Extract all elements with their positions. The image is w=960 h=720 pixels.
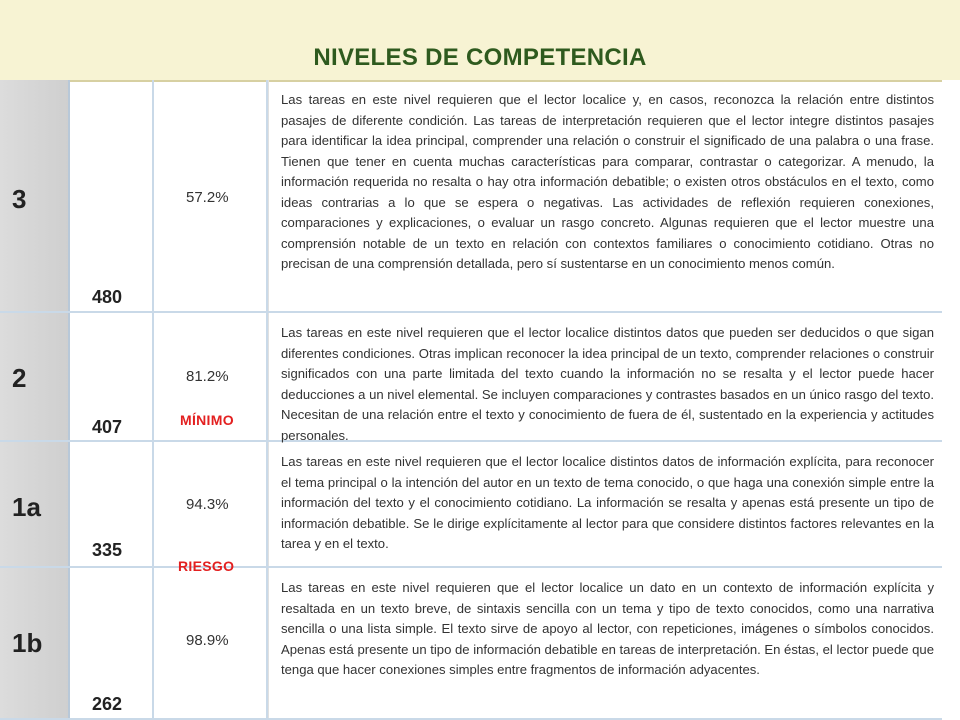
description-cell xyxy=(268,80,942,311)
level-description: Las tareas en este nivel requieren que el lector localice distintos datos de información explícita, para reconocer el tema principal o la intención del autor en un texto de tema conocido, o que haga una conexión simple entre la información del texto y el conocimiento cotidiano. La información se resalta y apenas está presente un tipo de información debatible. Se le dirige explícitamente al lector para que considere distintos factores relevantes en la tarea y en el texto. xyxy=(281,454,934,551)
percent-cell xyxy=(154,442,268,574)
description-cell xyxy=(268,442,942,566)
level-label: 1a xyxy=(12,492,41,522)
page-title: NIVELES DE COMPETENCIA xyxy=(313,44,647,71)
score-cell xyxy=(70,80,154,311)
score-cell xyxy=(70,442,154,566)
score-value: 480 xyxy=(92,287,123,307)
level-row-1b xyxy=(0,568,960,720)
level-label: 2 xyxy=(12,363,27,393)
score-value: 335 xyxy=(92,540,123,560)
percent-cell xyxy=(154,80,268,311)
level-cell xyxy=(0,80,70,311)
level-description: Las tareas en este nivel requieren que el lector localice distintos datos que pueden ser deducidos o que sigan diferentes condiciones. Otras implican reconocer la idea principal de un texto, comprender relaciones o construir significados con una parte limitada del texto cuando la información no se resalta y el lector puede hacer deducciones a un nivel elemental. Se incluyen comparaciones y contrastes basados en un único rasgo del texto. Necesitan de una relación entre el texto y conocimiento de fuera de él, sustentado en la experiencia y actitudes personales. xyxy=(281,325,934,443)
level-row-1a xyxy=(0,442,960,574)
percent-value: 98.9% xyxy=(186,632,229,649)
level-label: 3 xyxy=(12,184,27,214)
percent-cell xyxy=(154,313,268,440)
percent-cell xyxy=(154,568,268,718)
percent-value: 57.2% xyxy=(186,189,229,206)
header-band xyxy=(0,0,960,82)
level-label: 1b xyxy=(12,628,43,658)
right-margin xyxy=(942,80,960,720)
level-row-2 xyxy=(0,313,960,442)
score-cell xyxy=(70,568,154,718)
description-cell xyxy=(268,568,942,718)
level-cell xyxy=(0,313,70,440)
level-description: Las tareas en este nivel requieren que el lector localice y, en casos, reconozca la relación entre distintos pasajes de diferente condición. Las tareas de interpretación requieren que el lector integre distintos pasajes para identificar la idea principal, comprender una relación o construir el significado de una palabra o una frase. Tienen que tener en cuenta muchas características para comparar, contrastar o categorizar. A menudo, la información requerida no resalta o hay otra información debatible; o existen otros obstáculos en el texto, como ideas contrarias a lo que se espera o negativas. Las actividades de reflexión requieren conexiones, comparaciones y explicaciones, o evaluar un rasgo concreto. Algunas requieren que el lector muestre una comprensión notable de un texto en relación con contextos familiares o conocimiento cotidiano. Otras no precisan de una comprensión detallada, pero sí sustentarse en un conocimiento menos común. xyxy=(281,92,934,271)
competency-table xyxy=(0,80,960,720)
score-value: 262 xyxy=(92,694,123,714)
percent-value: 94.3% xyxy=(186,496,229,513)
minimum-tag: MÍNIMO xyxy=(180,412,234,428)
level-cell xyxy=(0,568,70,718)
level-cell xyxy=(0,442,70,566)
level-description: Las tareas en este nivel requieren que el lector localice un dato en un contexto de información explícita y resaltada en un texto breve, de sintaxis sencilla con un tema y tipo de texto conocidos, como una narrativa sencilla o una lista simple. El texto sirve de apoyo al lector, con repeticiones, imágenes o símbolos conocidos. Apenas está presente un tipo de información debatible en tareas de interpretación. En éstas, el lector puede que tenga que hacer conexiones simples entre fragmentos de información adyacentes. xyxy=(281,580,934,677)
level-row-3 xyxy=(0,80,960,313)
risk-tag: RIESGO xyxy=(178,558,235,574)
percent-value: 81.2% xyxy=(186,368,229,385)
score-value: 407 xyxy=(92,417,123,437)
description-cell xyxy=(268,313,942,443)
score-cell xyxy=(70,313,154,440)
